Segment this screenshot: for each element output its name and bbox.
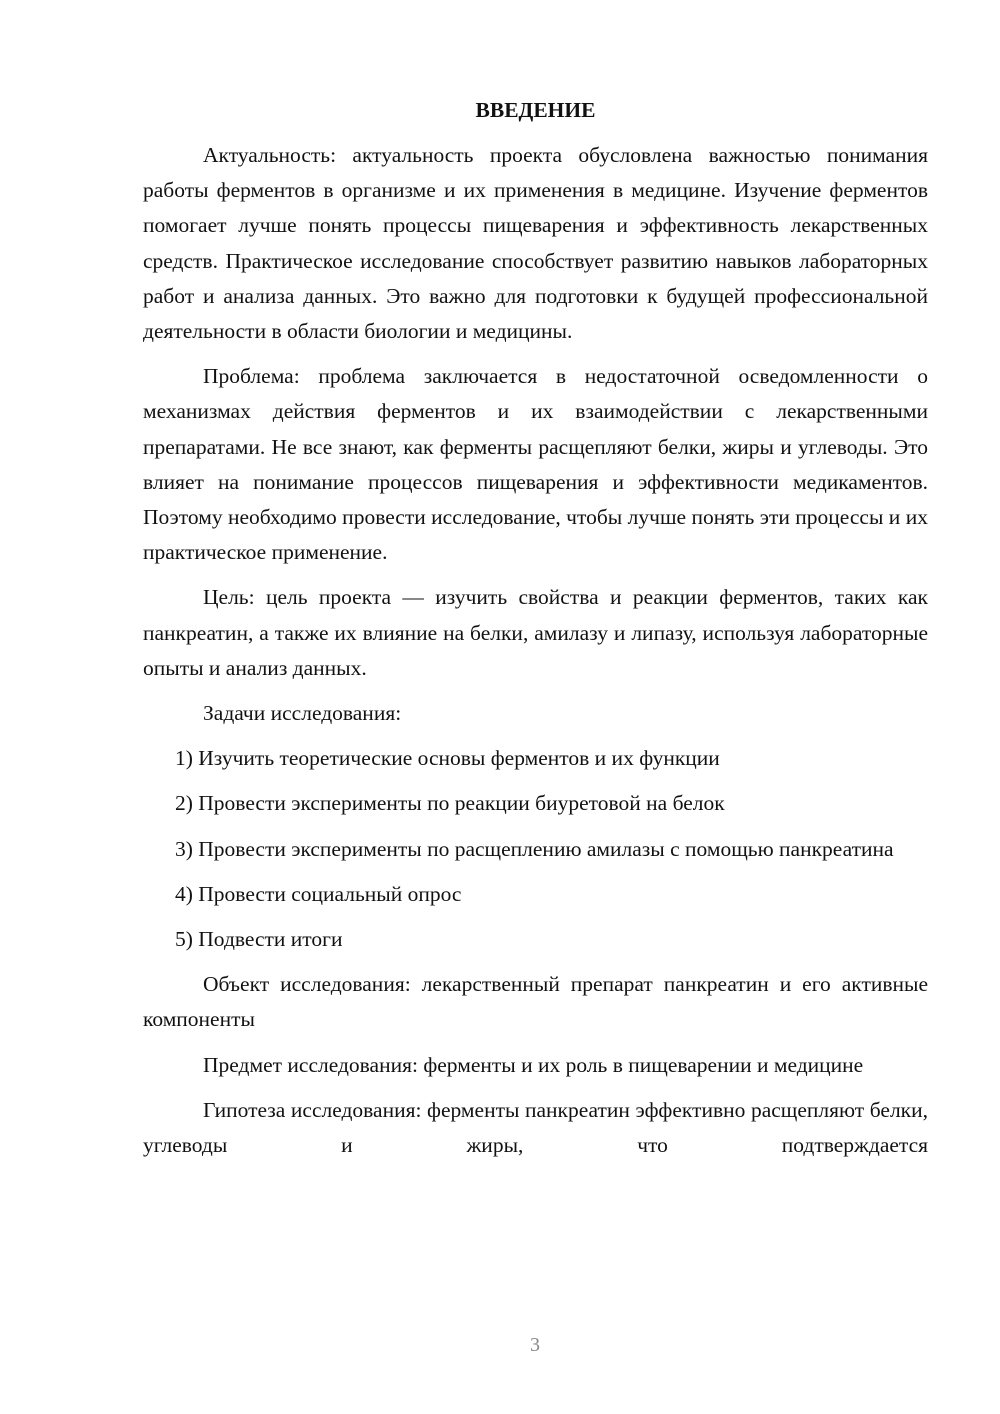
section-title: ВВЕДЕНИЕ [475, 98, 596, 122]
task-item-2: 2) Провести эксперименты по реакции биуретовой на белок [175, 791, 725, 816]
paragraph-problem: Проблема: проблема заключается в недостаточной осведомленности о механизмах действия ферментов и их взаимодействии с лекарственными препаратами. Не все знают, как ферменты расщепляют белки, жиры и углеводы. Это влияет на понимание процессов пищеварения и эффективности медикаментов. Поэтому необходимо провести исследование, чтобы лучше понять эти процессы и их практическое применение. [143, 364, 928, 565]
paragraph-goal: Цель: цель проекта — изучить свойства и реакции ферментов, таких как панкреатин, а также их влияние на белки, амилазу и липазу, используя лабораторные опыты и анализ данных. [143, 585, 928, 680]
task-item-4: 4) Провести социальный опрос [175, 881, 462, 906]
paragraph-subject: Предмет исследования: ферменты и их роль в пищеварении и медицине [203, 1052, 864, 1077]
paragraph-relevance: Актуальность: актуальность проекта обусловлена важностью понимания работы ферментов в организме и их применения в медицине. Изучение ферментов помогает лучше понять процессы пищеварения и эффективность лекарственных средств. Практическое исследование способствует развитию навыков лабораторных работ и анализа данных. Это важно для подготовки к будущей профессиональной деятельности в области биологии и медицины. [143, 143, 928, 344]
task-item-5: 5) Подвести итоги [175, 927, 343, 952]
task-item-1: 1) Изучить теоретические основы ферментов и их функции [175, 746, 720, 771]
page-number: 3 [530, 1334, 540, 1356]
tasks-heading: Задачи исследования: [203, 701, 402, 726]
document-body [143, 94, 928, 1173]
paragraph-hypothesis: Гипотеза исследования: ферменты панкреатин эффективно расщепляют белки, углеводы и жиры, что подтверждается [143, 1097, 928, 1158]
task-item-3: 3) Провести эксперименты по расщеплению амилазы с помощью панкреатина [175, 836, 894, 861]
paragraph-object: Объект исследования: лекарственный препарат панкреатин и его активные компоненты [143, 972, 928, 1032]
